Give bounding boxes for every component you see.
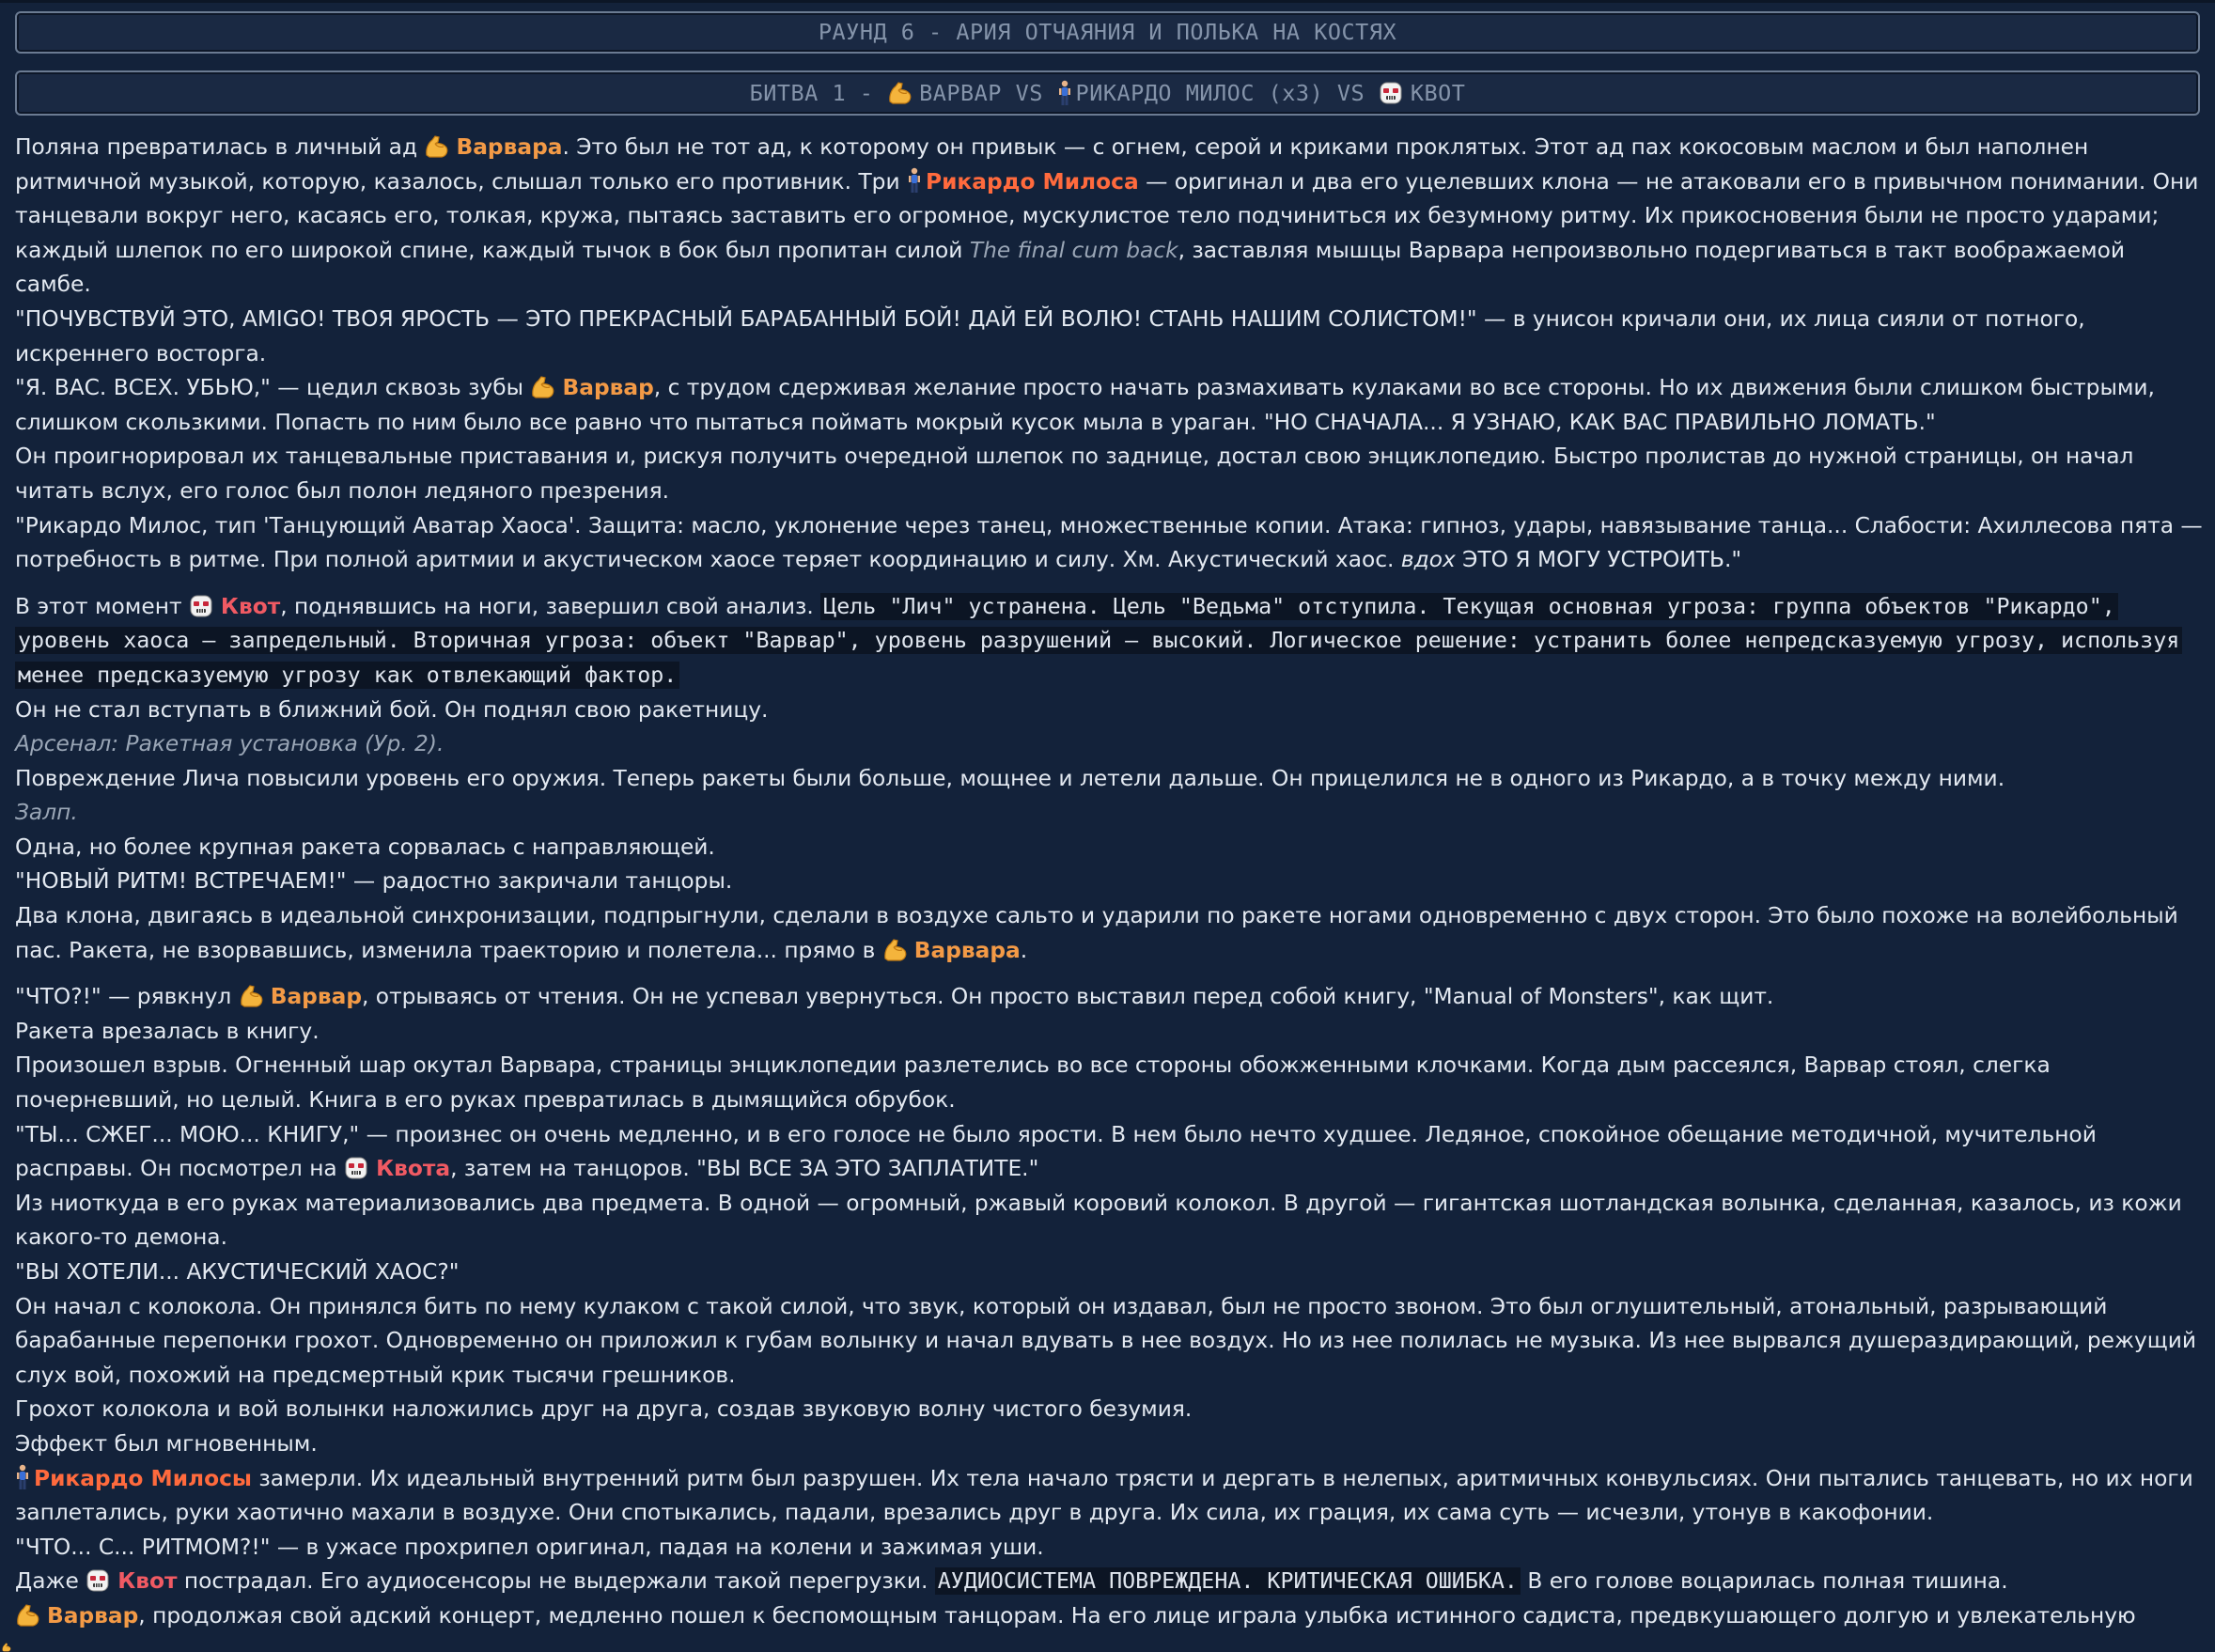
story-paragraph: Грохот колокола и вой волынки наложились друг на друга, создав звуковую волну чистого безумия. (15, 1396, 1193, 1423)
character-name-kvot: Квота (376, 1156, 451, 1182)
story-paragraph: Ракета врезалась в книгу. (15, 1018, 320, 1044)
round-title: РАУНД 6 - АРИЯ ОТЧАЯНИЯ И ПОЛЬКА НА КОСТЯХ (818, 19, 1397, 46)
story-paragraph: Одна, но более крупная ракета сорвалась с направляющей. (15, 834, 715, 860)
story-paragraph: Произошел взрыв. Огненный шар окутал Варвара, страницы энциклопедии разлетелись во все стороны обожженными клочками. Когда дым рассеялся, Варвар стоял, слегка почерневший, но целый. Книга в его руках превратилась в дымящийся обрубок. (15, 1052, 2051, 1114)
character-name-barbarian: Варвар (562, 375, 654, 401)
window-top-edge (0, 0, 2215, 3)
fighter-kvot: КВОТ (1410, 79, 1466, 106)
battle-header (15, 70, 2200, 116)
story-log (15, 131, 2205, 1634)
battle-title (750, 76, 1466, 111)
flexed-biceps-icon (887, 81, 913, 105)
character-name-ricardo: Рикардо Милосы (34, 1465, 252, 1491)
robot-mask-icon (344, 1156, 368, 1180)
flexed-biceps-icon (424, 134, 450, 159)
character-name-ricardo: Рикардо Милоса (926, 168, 1139, 195)
dancer-icon (1057, 80, 1072, 106)
character-name-barbarian: Варвар (47, 1602, 139, 1629)
paragraph-gap (15, 968, 2205, 980)
story-paragraph: Он не стал вступать в ближний бой. Он поднял свою ракетницу. (15, 696, 769, 723)
story-paragraph: Поляна превратилась в личный ад Варвара. Это был не тот ад, к которому он привык — с огнем, серой и криками проклятых. Этот ад пах кокосовым маслом и был наполнен ритмичной музыкой, которую, казалось, слышал только его противник. Три Рикардо Милоса — оригинал и два его уцелевших клона — не атаковали его в привычном понимании. Они танцевали вокруг него, касаясь его, толкая, кружа, пытаясь заставить его огромное, мускулистое тело подчиниться их безумному ритму. Их прикосновения были не просто ударами; каждый шлепок по его широкой спине, каждый тычок в бок был пропитан силой The final cum back, заставляя мышцы Варвара непроизвольно подергиваться в такт воображаемой самбе. (15, 134, 2199, 298)
character-name-kvot: Квот (117, 1568, 178, 1595)
character-name-barbarian: Варвар (270, 984, 362, 1010)
action-note: Залп. (15, 800, 78, 826)
story-paragraph: Повреждение Лича повысили уровень его оружия. Теперь ракеты были больше, мощнее и летели дальше. Он прицелился не в одного из Рикардо, а в точку между ними. (15, 765, 2005, 791)
robot-mask-icon (1379, 81, 1403, 105)
flexed-biceps-icon (0, 1643, 13, 1652)
system-analysis-output: Цель "Лич" устранена. Цель "Ведьма" отступила. Текущая основная угроза: группа объектов "Рикардо", уровень хаоса — запредельный. Вторичная угроза: объект "Варвар", уровень разрушений — высокий. Логическое решение: устранить более непредсказуемую угрозу, используя менее предсказуемую угрозу как отвлекающий фактор. (15, 593, 2182, 689)
system-error-output: АУДИОСИСТЕМА ПОВРЕЖДЕНА. КРИТИЧЕСКАЯ ОШИБКА. (935, 1567, 1521, 1595)
story-paragraph: "ПОЧУВСТВУЙ ЭТО, AMIGO! ТВОЯ ЯРОСТЬ — ЭТО ПРЕКРАСНЫЙ БАРАБАННЫЙ БОЙ! ДАЙ ЕЙ ВОЛЮ! СТАНЬ НАШИМ СОЛИСТОМ!" — в унисон кричали они, их лица сияли от потного, искреннего восторга. (15, 305, 2085, 366)
flexed-biceps-icon (530, 375, 556, 399)
story-paragraph: Рикардо Милосы замерли. Их идеальный внутренний ритм был разрушен. Их тела начало трясти и дергать в нелепых, аритмичных конвульсиях. Они пытались танцевать, но их ноги заплетались, руки хаотично махали в воздухе. Они спотыкались, падали, врезались друг в друга. Их сила, их грация, их сама суть — исчезли, утонув в какофонии. (15, 1465, 2193, 1526)
robot-mask-icon (189, 594, 213, 618)
story-paragraph: Из ниоткуда в его руках материализовались два предмета. В одной — огромный, ржавый коровий колокол. В другой — гигантская шотландская волынка, сделанная, казалось, из кожи какого-то демона. (15, 1190, 2182, 1251)
character-name-barbarian: Варвара (913, 937, 1021, 963)
battle-prefix: БИТВА 1 - (749, 79, 888, 106)
story-paragraph: Он проигнорировал их танцевальные приставания и, рискуя получить очередной шлепок по заднице, достал свою энциклопедию. Быстро пролистав до нужной страницы, он начал читать вслух, его голос был полон ледяного презрения. (15, 444, 2134, 504)
versus-label: VS (1323, 79, 1379, 106)
story-paragraph: В этот момент Квот, поднявшись на ноги, завершил свой анализ. Цель "Лич" устранена. Цель "Ведьма" отступила. Текущая основная угроза: группа объектов "Рикардо", уровень хаоса — запредельный. Вторичная угроза: объект "Варвар", уровень разрушений — высокий. Логическое решение: устранить более непредсказуемую угрозу, используя менее предсказуемую угрозу как отвлекающий фактор. (15, 590, 2205, 694)
paragraph-gap (15, 578, 2205, 590)
story-paragraph: "Рикардо Милос, тип 'Танцующий Аватар Хаоса'. Защита: масло, уклонение через танец, множественные копии. Атака: гипноз, удары, навязывание танца... Слабости: Ахиллесова пята — потребность в ритме. При полной аритмии и акустическом хаосе теряет координацию и силу. Хм. Акустический хаос. вдох ЭТО Я МОГУ УСТРОИТЬ." (15, 512, 2203, 573)
story-paragraph: "ЧТО?!" — рявкнул Варвар, отрываясь от чтения. Он не успевал увернуться. Он просто выставил перед собой книгу, "Manual of Monsters", как щит. (15, 984, 1774, 1010)
dancer-icon (907, 167, 922, 194)
story-paragraph: "Я. ВАС. ВСЕХ. УБЬЮ," — цедил сквозь зубы Варвар, с трудом сдерживая желание просто начать размахивать кулаками во все стороны. Но их движения были слишком быстрыми, слишком скользкими. Попасть по ним было все равно что пытаться поймать мокрый кусок мыла в ураган. "НО СНАЧАЛА... Я УЗНАЮ, КАК ВАС ПРАВИЛЬНО ЛОМАТЬ." (15, 375, 2155, 435)
flexed-biceps-icon (239, 984, 265, 1008)
character-name-kvot: Квот (220, 593, 281, 619)
story-paragraph: Даже Квот пострадал. Его аудиосенсоры не выдержали такой перегрузки. АУДИОСИСТЕМА ПОВРЕЖДЕНА. КРИТИЧЕСКАЯ ОШИБКА. В его голове воцарилась полная тишина. (15, 1568, 2008, 1595)
stage-direction: вдох (1400, 547, 1456, 573)
story-paragraph: Варвар, продолжая свой адский концерт, медленно пошел к беспомощным танцорам. На его лице играла улыбка истинного садиста, предвкушающего долгую и увлекательную (15, 1599, 2205, 1634)
versus-label: VS (1001, 79, 1057, 106)
dancer-icon (15, 1464, 30, 1490)
fighter-barbarian: ВАРВАР (919, 79, 1002, 106)
story-paragraph: Он начал с колокола. Он принялся бить по нему кулаком с такой силой, что звук, который он издавал, был не просто звоном. Это был оглушительный, атональный, разрывающий барабанные перепонки грохот. Одновременно он приложил к губам волынку и начал вдувать в нее воздух. Но из нее полилась не музыка. Из нее вырвался душераздирающий, режущий слух вой, похожий на предсмертный крик тысячи грешников. (15, 1293, 2196, 1388)
story-paragraph: Эффект был мгновенным. (15, 1430, 318, 1457)
story-paragraph: "ТЫ... СЖЕГ... МОЮ... КНИГУ," — произнес он очень медленно, и в его голосе не было ярости. В нем было нечто худшее. Ледяное, спокойное обещание методичной, мучительной расправы. Он посмотрел на Квота, затем на танцоров. "ВЫ ВСЕ ЗА ЭТО ЗАПЛАТИТЕ." (15, 1121, 2097, 1182)
arsenal-note: Арсенал: Ракетная установка (Ур. 2). (15, 731, 445, 757)
flexed-biceps-icon (15, 1603, 41, 1628)
fighter-ricardo: РИКАРДО МИЛОС (x3) (1075, 79, 1324, 106)
robot-mask-icon (86, 1568, 110, 1593)
story-paragraph: "НОВЫЙ РИТМ! ВСТРЕЧАЕМ!" — радостно закричали танцоры. (15, 868, 733, 895)
character-name-barbarian: Варвара (456, 134, 563, 160)
story-paragraph: "ЧТО... С... РИТМОМ?!" — в ужасе прохрипел оригинал, падая на колени и зажимая уши. (15, 1534, 1044, 1560)
story-paragraph: Два клона, двигаясь в идеальной синхронизации, подпрыгнули, сделали в воздухе сальто и ударили по ракете ногами одновременно с двух сторон. Это было похоже на волейбольный пас. Ракета, не взорвавшись, изменила траекторию и полетела... прямо в Варвара. (15, 903, 2178, 963)
story-paragraph: "ВЫ ХОТЕЛИ... АКУСТИЧЕСКИЙ ХАОС?" (15, 1259, 460, 1285)
round-header (15, 11, 2200, 54)
skill-name: The final cum back (969, 237, 1178, 263)
flexed-biceps-icon (882, 938, 909, 962)
